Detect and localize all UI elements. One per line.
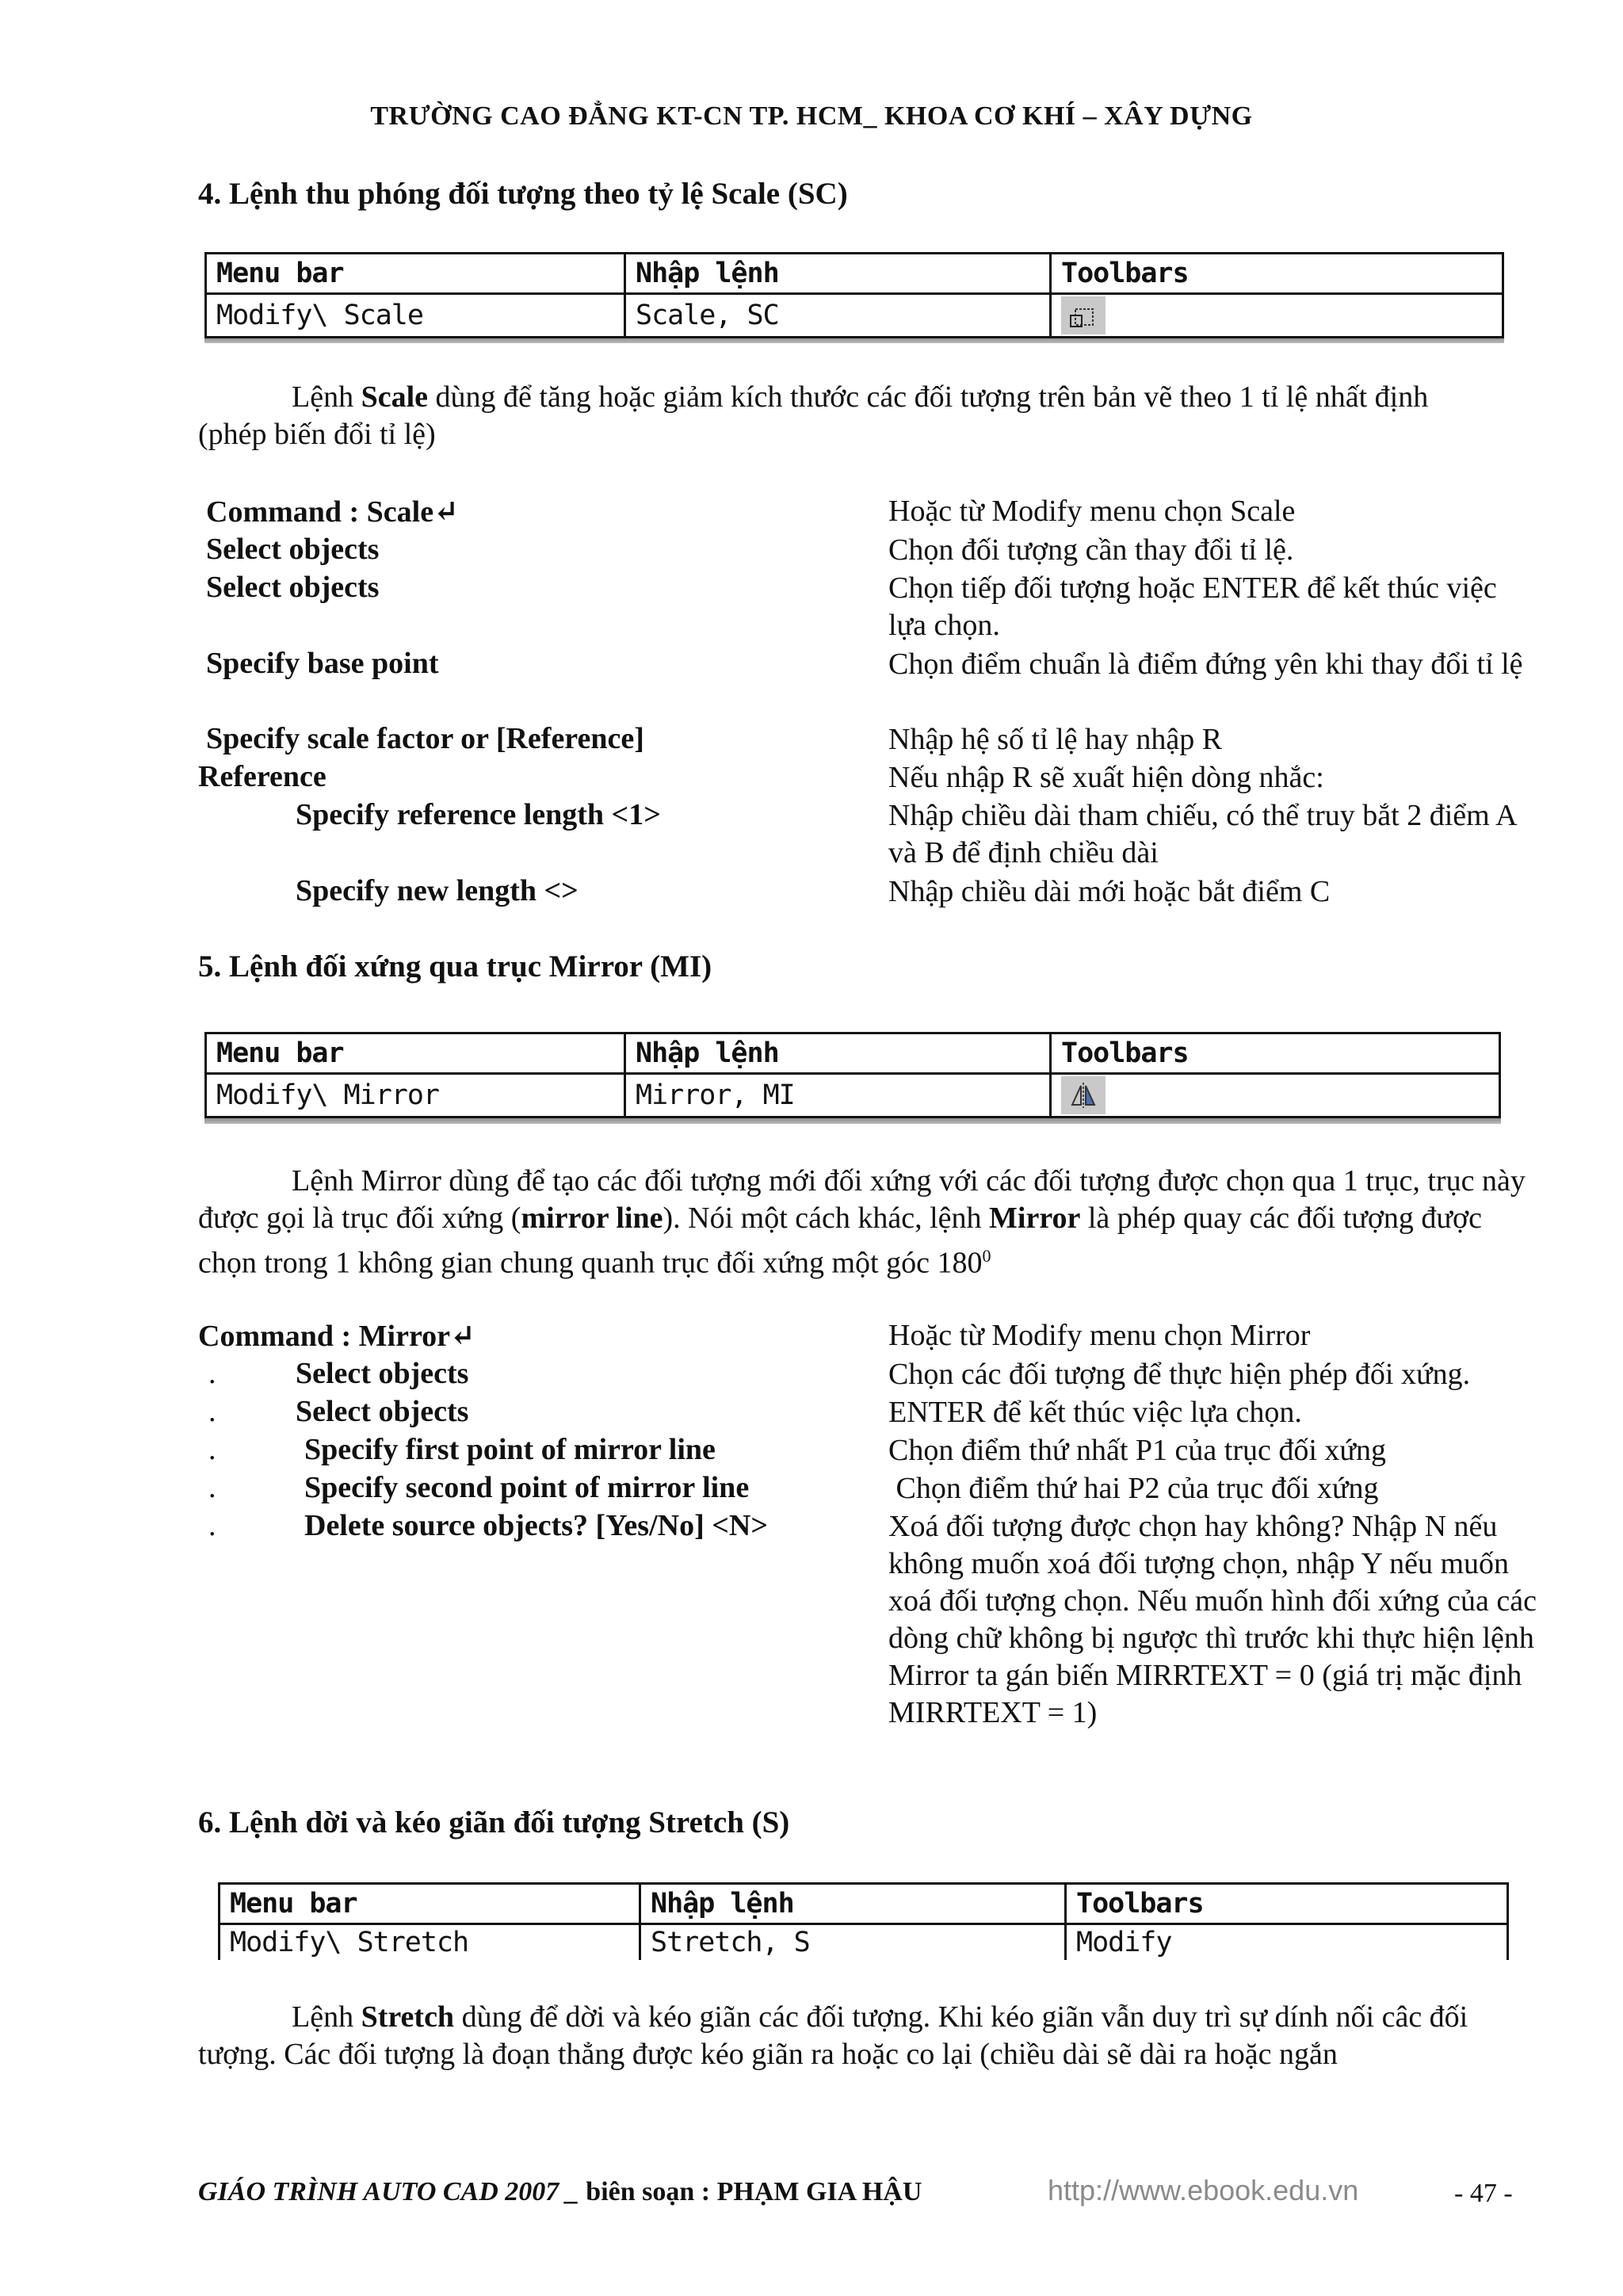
table-header-input: Nhập lệnh: [625, 1033, 1051, 1074]
scale-step-desc: Nhập chiều dài mới hoặc bắt điểm C: [888, 875, 1331, 908]
scale-step-cmd: Reference: [198, 760, 327, 793]
table-header-menu-bar: Menu bar: [206, 1033, 625, 1074]
scale-step-desc: Chọn điểm chuẩn là điểm đứng yên khi thay đổi tỉ lệ: [888, 648, 1523, 681]
stretch-command-table: [218, 1882, 1509, 1960]
scale-step-cmd: Select objects: [206, 571, 380, 604]
mirror-icon: [1061, 1076, 1106, 1114]
scale-icon: [1061, 296, 1106, 334]
scale-step-desc: Nhập hệ số tỉ lệ hay nhập R: [888, 723, 1223, 756]
mirror-step-cmd: Specify second point of mirror line: [304, 1471, 750, 1504]
table-cell-input: Stretch, S: [640, 1924, 1066, 1961]
mirror-step-cmd: Select objects: [296, 1395, 469, 1428]
table-cell-toolbar: Modify: [1066, 1924, 1508, 1961]
table-cell-input: Mirror, MI: [625, 1074, 1051, 1117]
table-cell-menu: Modify\ Mirror: [206, 1074, 625, 1117]
mirror-intro: Lệnh Mirror dùng để tạo các đối tượng mới đối xứng với các đối tượng được chọn qua 1 trục, trục này được gọi là trục đối xứng (mirror line). Nói một cách khác, lệnh Mirror là phép quay các đối tượng được chọn trong 1 không gian chung quanh trục đối xứng một góc $180^0$: [198, 1164, 1526, 1280]
stretch-intro: Lệnh Stretch dùng để dời và kéo giãn các đối tượng. Khi kéo giãn vẫn duy trì sự dính nối câc đối tượng. Các đối tượng là đoạn thẳng được kéo giãn ra hoặc co lại (chiều dài sẽ dài ra hoặc ngắn: [198, 2000, 1468, 2071]
table-header-menu-bar: Menu bar: [220, 1884, 640, 1924]
table-header-toolbars: Toolbars: [1051, 254, 1503, 294]
mirror-step-desc: Hoặc từ Modify menu chọn Mirror: [888, 1319, 1311, 1352]
mirror-step-desc: Chọn điểm thứ hai P2 của trục đối xứng: [888, 1472, 1379, 1505]
table-scan-shadow: [204, 337, 1504, 343]
table-cell-input: Scale, SC: [625, 294, 1051, 338]
table-header-toolbars: Toolbars: [1051, 1033, 1500, 1074]
section-title-mirror: 5. Lệnh đối xứng qua trục Mirror (MI): [198, 949, 712, 984]
mirror-step-desc: Chọn điểm thứ nhất P1 của trục đối xứng: [888, 1434, 1387, 1467]
page-number: - 47 -: [1454, 2179, 1513, 2208]
scale-step-desc: Hoặc từ Modify menu chọn Scale: [888, 495, 1296, 528]
scale-step-cmd: Specify scale factor or [Reference]: [206, 722, 644, 755]
step-bullet: .: [208, 1395, 216, 1428]
section-title-scale: 4. Lệnh thu phóng đối tượng theo tỷ lệ Scale (SC): [198, 177, 848, 211]
scale-step-cmd: Command : Scale↵: [206, 495, 459, 529]
scale-command-table: [204, 252, 1504, 338]
step-bullet: .: [208, 1509, 216, 1542]
scale-intro: Lệnh Scale dùng để tăng hoặc giảm kích thước các đối tượng trên bản vẽ theo 1 tỉ lệ nhất định (phép biến đổi tỉ lệ): [198, 380, 1429, 451]
step-bullet: .: [208, 1357, 216, 1390]
table-cell-menu: Modify\ Stretch: [220, 1924, 640, 1961]
scale-step-desc: Chọn đối tượng cần thay đổi tỉ lệ.: [888, 533, 1294, 567]
table-cell-menu: Modify\ Scale: [206, 294, 625, 338]
page-header: TRƯỜNG CAO ĐẲNG KT-CN TP. HCM_ KHOA CƠ KHÍ – XÂY DỰNG: [370, 101, 1253, 131]
table-cell-toolbar: [1051, 1074, 1500, 1117]
scale-step-cmd: Specify reference length <1>: [296, 798, 661, 831]
scale-step-desc: Nhập chiều dài tham chiếu, có thể truy bắt 2 điểm A và B để định chiều dài: [888, 799, 1516, 869]
step-bullet: .: [208, 1433, 216, 1466]
mirror-step-cmd: Select objects: [296, 1357, 469, 1390]
scale-step-cmd: Specify base point: [206, 647, 439, 680]
mirror-step-desc: Xoá đối tượng được chọn hay không? Nhập N nếu không muốn xoá đối tượng chọn, nhập Y nếu muốn xoá đối tượng chọn. Nếu muốn hình đối xứng của các dòng chữ không bị ngược thì trước khi thực hiện lệnh Mirror ta gán biến MIRRTEXT = 0 (giá trị mặc định MIRRTEXT = 1): [888, 1510, 1537, 1729]
table-scan-shadow: [204, 1117, 1501, 1124]
mirror-step-cmd: Specify first point of mirror line: [304, 1433, 716, 1466]
mirror-command-table: [204, 1032, 1501, 1118]
scale-step-cmd: Select objects: [206, 533, 380, 566]
table-header-input: Nhập lệnh: [625, 254, 1051, 294]
footer-url: http://www.ebook.edu.vn: [1048, 2174, 1359, 2206]
scale-step-cmd: Specify new length <>: [296, 874, 579, 907]
section-title-stretch: 6. Lệnh dời và kéo giãn đối tượng Stretch (S): [198, 1805, 790, 1839]
scale-step-desc: Nếu nhập R sẽ xuất hiện dòng nhắc:: [888, 761, 1324, 794]
mirror-step-cmd: Delete source objects? [Yes/No] <N>: [304, 1509, 768, 1542]
table-header-input: Nhập lệnh: [640, 1884, 1066, 1924]
table-cell-toolbar: [1051, 294, 1503, 338]
mirror-step-desc: Chọn các đối tượng để thực hiện phép đối xứng.: [888, 1358, 1471, 1391]
step-bullet: .: [208, 1471, 216, 1504]
table-header-menu-bar: Menu bar: [206, 254, 625, 294]
scale-step-desc: Chọn tiếp đối tượng hoặc ENTER để kết thúc việc lựa chọn.: [888, 571, 1497, 642]
footer-book-title: GIÁO TRÌNH AUTO CAD 2007 _ biên soạn : PHẠM GIA HẬU: [198, 2177, 922, 2206]
table-header-toolbars: Toolbars: [1066, 1884, 1508, 1924]
mirror-step-desc: ENTER để kết thúc việc lựa chọn.: [888, 1396, 1302, 1429]
mirror-step-cmd: Command : Mirror↵: [198, 1320, 475, 1353]
